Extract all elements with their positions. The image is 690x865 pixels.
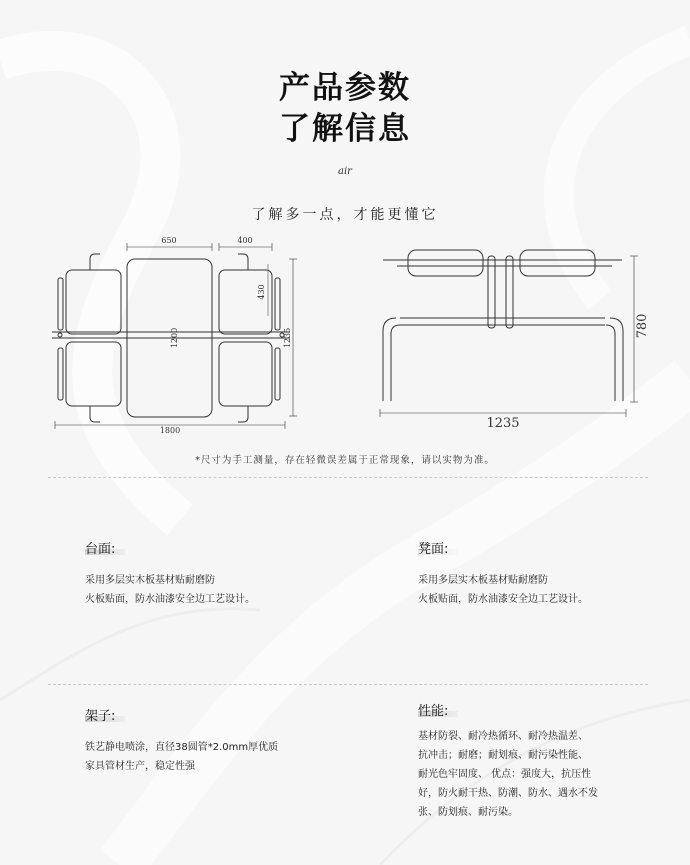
measurement-note: *尺寸为手工测量，存在轻微误差属于正常现象，请以实物为准。 xyxy=(195,455,495,466)
spec-heading: 台面: xyxy=(85,538,125,557)
spec-line: 火板贴面，防水油漆安全边工艺设计。 xyxy=(85,594,255,605)
spec-text xyxy=(418,727,668,822)
dim-total-width: 1235 xyxy=(283,327,292,349)
spec-line: 耐光色牢固度、 优点：强度大，抗压性 xyxy=(418,769,592,780)
subtitle: 了解多一点，才能更懂它 xyxy=(251,207,439,223)
dim-bench-width: 650 xyxy=(161,236,177,245)
spec-line: 火板贴面，防水油漆安全边工艺设计。 xyxy=(418,594,588,605)
spec-tabletop xyxy=(85,538,355,609)
dim-height: 780 xyxy=(635,313,650,339)
dim-table-length: 1200 xyxy=(170,327,179,349)
spec-line: 好，防火耐干热、防潮、防水、遇水不发 xyxy=(418,788,598,799)
spec-text xyxy=(418,571,668,609)
spec-stool-top xyxy=(418,538,668,609)
side-view-drawing xyxy=(380,250,638,417)
spec-heading: 架子: xyxy=(85,705,125,724)
dim-side-length: 1235 xyxy=(486,416,520,431)
divider-middle xyxy=(48,684,648,685)
tagline: air xyxy=(338,166,352,177)
spec-line: 家具管材生产，稳定性强 xyxy=(85,761,195,772)
dim-stool-width: 400 xyxy=(237,236,253,245)
divider-top xyxy=(48,477,648,478)
spec-text xyxy=(85,738,355,776)
dim-seat-depth: 430 xyxy=(257,284,266,300)
dim-total-length: 1800 xyxy=(159,426,181,435)
spec-frame xyxy=(85,705,355,776)
page-title-line1: 产品参数 xyxy=(279,70,411,106)
spec-line: 基材防裂、耐冷热循环、耐冷热温差、 xyxy=(418,731,588,742)
spec-line: 采用多层实木板基材贴耐磨防 xyxy=(85,575,215,586)
spec-line: 张、防划痕、耐污染。 xyxy=(418,807,518,818)
spec-line: 抗冲击；耐磨；耐划痕、耐污染性能、 xyxy=(418,750,588,761)
spec-performance xyxy=(418,700,668,822)
dimension-drawings xyxy=(0,226,690,441)
page-title-line2: 了解信息 xyxy=(279,111,411,147)
spec-text xyxy=(85,571,355,609)
spec-line: 采用多层实木板基材贴耐磨防 xyxy=(418,575,548,586)
spec-heading: 凳面: xyxy=(418,538,458,557)
spec-heading: 性能: xyxy=(418,700,458,719)
spec-line: 铁艺静电喷涂，直径38圆管*2.0mm厚优质 xyxy=(85,742,279,753)
